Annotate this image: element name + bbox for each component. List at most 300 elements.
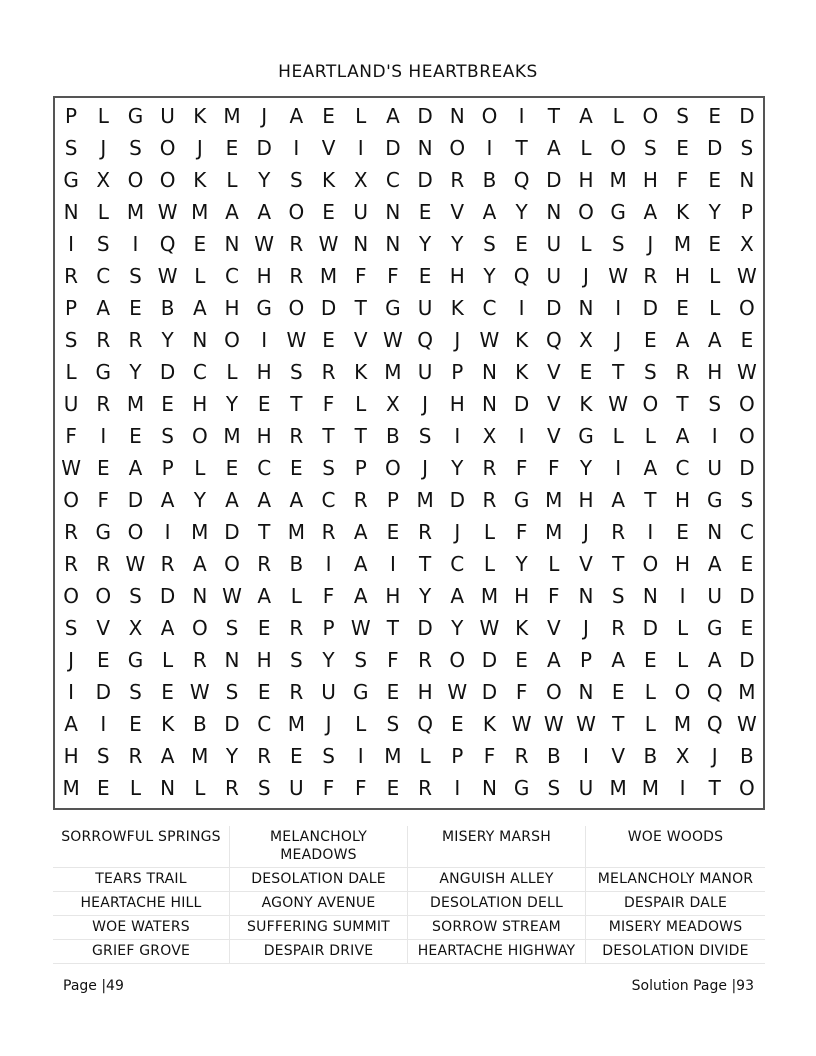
grid-letter[interactable]: N [739, 168, 755, 192]
grid-letter[interactable]: R [225, 776, 239, 800]
grid-letter[interactable]: L [644, 712, 656, 736]
grid-letter[interactable]: O [127, 520, 144, 544]
grid-letter[interactable]: Y [225, 744, 239, 768]
grid-letter[interactable]: H [449, 392, 465, 416]
grid-letter[interactable]: I [454, 776, 461, 800]
grid-letter[interactable]: O [674, 680, 691, 704]
grid-letter[interactable]: E [515, 648, 528, 672]
grid-letter[interactable]: H [256, 424, 272, 448]
grid-letter[interactable]: R [289, 616, 304, 640]
grid-letter[interactable]: F [676, 168, 689, 192]
grid-letter[interactable]: F [515, 680, 528, 704]
grid-letter[interactable]: A [386, 104, 400, 128]
grid-letter[interactable]: F [387, 648, 399, 672]
grid-letter[interactable]: E [708, 232, 722, 256]
grid-letter[interactable]: M [223, 424, 241, 448]
grid-letter[interactable]: N [481, 392, 497, 416]
grid-letter[interactable]: O [191, 424, 208, 448]
grid-letter[interactable]: G [385, 296, 401, 320]
grid-letter[interactable]: H [224, 296, 240, 320]
grid-letter[interactable]: T [515, 136, 528, 160]
grid-letter[interactable]: M [609, 776, 627, 800]
grid-letter[interactable]: V [546, 392, 561, 416]
grid-letter[interactable]: S [225, 616, 239, 640]
grid-letter[interactable]: B [546, 744, 561, 768]
grid-letter[interactable]: L [644, 424, 656, 448]
grid-letter[interactable]: J [711, 744, 718, 768]
grid-letter[interactable]: O [642, 104, 659, 128]
grid-letter[interactable]: E [676, 296, 689, 320]
grid-letter[interactable]: S [129, 136, 142, 160]
grid-letter[interactable]: R [128, 744, 143, 768]
grid-letter[interactable]: L [65, 360, 77, 384]
grid-letter[interactable]: F [548, 456, 560, 480]
grid-letter[interactable]: O [739, 424, 755, 448]
grid-letter[interactable]: M [126, 392, 145, 416]
grid-letter[interactable]: X [386, 392, 400, 416]
grid-letter[interactable]: S [483, 232, 496, 256]
grid-letter[interactable]: G [578, 424, 594, 448]
grid-letter[interactable]: A [257, 200, 272, 224]
grid-letter[interactable]: H [514, 584, 530, 608]
grid-letter[interactable]: E [676, 520, 689, 544]
grid-letter[interactable]: F [322, 776, 335, 800]
grid-letter[interactable]: E [386, 776, 400, 800]
grid-letter[interactable]: I [68, 232, 75, 256]
grid-letter[interactable]: A [353, 552, 368, 576]
grid-letter[interactable]: N [160, 776, 176, 800]
grid-letter[interactable]: V [546, 360, 561, 384]
grid-letter[interactable]: J [583, 520, 589, 544]
grid-letter[interactable]: A [643, 456, 658, 480]
grid-letter[interactable]: J [583, 616, 589, 640]
grid-letter[interactable]: T [322, 424, 335, 448]
grid-letter[interactable]: A [225, 200, 239, 224]
grid-letter[interactable]: T [547, 104, 560, 128]
grid-letter[interactable]: I [100, 424, 107, 448]
grid-letter[interactable]: P [354, 456, 367, 480]
grid-letter[interactable]: O [545, 680, 562, 704]
grid-letter[interactable]: S [611, 232, 625, 256]
grid-letter[interactable]: L [162, 648, 174, 672]
grid-letter[interactable]: D [642, 296, 659, 320]
grid-letter[interactable]: S [386, 712, 400, 736]
grid-letter[interactable]: E [257, 392, 271, 416]
grid-letter[interactable]: E [290, 744, 303, 768]
grid-letter[interactable]: L [676, 616, 689, 640]
grid-letter[interactable]: H [417, 680, 433, 704]
grid-letter[interactable]: T [386, 616, 400, 640]
grid-letter[interactable]: F [354, 264, 367, 288]
grid-letter[interactable]: P [579, 648, 593, 672]
grid-letter[interactable]: N [417, 136, 433, 160]
grid-letter[interactable]: A [192, 296, 207, 320]
grid-letter[interactable]: I [100, 712, 107, 736]
grid-letter[interactable]: N [578, 680, 594, 704]
grid-letter[interactable]: G [513, 776, 530, 800]
grid-letter[interactable]: X [675, 744, 690, 768]
grid-letter[interactable]: N [192, 584, 208, 608]
grid-letter[interactable]: E [96, 456, 110, 480]
grid-letter[interactable]: R [675, 360, 690, 384]
grid-letter[interactable]: N [578, 584, 594, 608]
grid-letter[interactable]: I [486, 136, 493, 160]
grid-letter[interactable]: E [290, 456, 303, 480]
grid-letter[interactable]: I [679, 776, 686, 800]
grid-letter[interactable]: R [160, 552, 175, 576]
grid-letter[interactable]: G [352, 680, 369, 704]
grid-letter[interactable]: M [287, 712, 305, 736]
grid-letter[interactable]: Q [706, 712, 723, 736]
grid-letter[interactable]: D [385, 136, 401, 160]
grid-letter[interactable]: W [254, 232, 275, 256]
grid-letter[interactable]: O [385, 456, 401, 480]
grid-letter[interactable]: R [643, 264, 658, 288]
grid-letter[interactable]: A [611, 488, 626, 512]
grid-letter[interactable]: M [126, 200, 145, 224]
grid-letter[interactable]: A [546, 648, 561, 672]
grid-letter[interactable]: H [385, 584, 401, 608]
grid-letter[interactable]: R [64, 552, 79, 576]
grid-letter[interactable]: K [515, 360, 529, 384]
grid-letter[interactable]: S [322, 744, 335, 768]
grid-letter[interactable]: H [675, 264, 691, 288]
grid-letter[interactable]: R [64, 520, 79, 544]
grid-letter[interactable]: I [711, 424, 718, 448]
grid-letter[interactable]: M [673, 712, 692, 736]
grid-letter[interactable]: Y [322, 648, 335, 672]
grid-letter[interactable]: O [610, 136, 627, 160]
grid-letter[interactable]: J [422, 456, 429, 480]
grid-letter[interactable]: E [740, 616, 754, 640]
grid-letter[interactable]: E [644, 328, 657, 352]
grid-letter[interactable]: K [354, 360, 368, 384]
grid-letter[interactable]: V [546, 424, 561, 448]
grid-letter[interactable]: E [611, 680, 625, 704]
grid-letter[interactable]: H [707, 360, 723, 384]
grid-letter[interactable]: S [129, 680, 142, 704]
grid-letter[interactable]: D [739, 648, 755, 672]
grid-letter[interactable]: Y [418, 232, 432, 256]
grid-letter[interactable]: U [321, 680, 336, 704]
grid-letter[interactable]: W [222, 584, 242, 608]
grid-letter[interactable]: I [357, 744, 364, 768]
grid-letter[interactable]: A [64, 712, 78, 736]
grid-letter[interactable]: O [63, 488, 79, 512]
grid-letter[interactable]: E [225, 456, 239, 480]
grid-letter[interactable]: I [261, 328, 268, 352]
grid-letter[interactable]: R [289, 424, 304, 448]
grid-letter[interactable]: T [290, 392, 303, 416]
grid-letter[interactable]: S [290, 168, 303, 192]
grid-letter[interactable]: N [385, 232, 401, 256]
grid-letter[interactable]: D [707, 136, 723, 160]
grid-letter[interactable]: S [354, 648, 368, 672]
grid-letter[interactable]: X [740, 232, 754, 256]
grid-letter[interactable]: Y [193, 488, 206, 512]
grid-letter[interactable]: I [389, 552, 396, 576]
grid-letter[interactable]: E [129, 424, 142, 448]
grid-letter[interactable]: W [125, 552, 146, 576]
grid-letter[interactable]: B [482, 168, 497, 192]
grid-letter[interactable]: M [416, 488, 434, 512]
grid-letter[interactable]: O [288, 200, 305, 224]
grid-letter[interactable]: N [481, 776, 497, 800]
grid-letter[interactable]: C [192, 360, 207, 384]
grid-letter[interactable]: T [612, 712, 625, 736]
grid-letter[interactable]: D [256, 136, 272, 160]
grid-letter[interactable]: J [583, 264, 589, 288]
grid-letter[interactable]: B [643, 744, 658, 768]
grid-letter[interactable]: L [129, 776, 142, 800]
grid-letter[interactable]: I [679, 584, 686, 608]
grid-letter[interactable]: O [642, 552, 659, 576]
grid-letter[interactable]: L [612, 104, 624, 128]
grid-letter[interactable]: L [483, 552, 496, 576]
grid-letter[interactable]: T [612, 552, 625, 576]
grid-letter[interactable]: I [518, 104, 525, 128]
grid-letter[interactable]: J [325, 712, 332, 736]
grid-letter[interactable]: U [707, 584, 723, 608]
grid-letter[interactable]: E [129, 712, 142, 736]
grid-letter[interactable]: G [706, 616, 723, 640]
grid-letter[interactable]: S [290, 648, 303, 672]
grid-letter[interactable]: I [647, 520, 654, 544]
grid-letter[interactable]: O [739, 296, 755, 320]
grid-letter[interactable]: W [737, 360, 757, 384]
grid-letter[interactable]: K [161, 712, 175, 736]
grid-letter[interactable]: W [350, 616, 371, 640]
grid-letter[interactable]: I [454, 424, 461, 448]
grid-letter[interactable]: C [385, 168, 400, 192]
grid-letter[interactable]: L [290, 584, 302, 608]
grid-letter[interactable]: Y [451, 456, 464, 480]
grid-letter[interactable]: F [65, 424, 77, 448]
grid-letter[interactable]: D [642, 616, 659, 640]
grid-letter[interactable]: V [546, 616, 561, 640]
grid-letter[interactable]: W [479, 616, 500, 640]
grid-letter[interactable]: C [739, 520, 754, 544]
grid-letter[interactable]: F [483, 744, 496, 768]
grid-letter[interactable]: C [96, 264, 111, 288]
grid-letter[interactable]: W [608, 264, 629, 288]
grid-letter[interactable]: O [95, 584, 112, 608]
grid-letter[interactable]: D [513, 392, 530, 416]
grid-letter[interactable]: J [615, 328, 622, 352]
letter-grid[interactable] [53, 96, 765, 810]
grid-letter[interactable]: V [579, 552, 593, 576]
grid-letter[interactable]: W [447, 680, 468, 704]
grid-letter[interactable]: Y [129, 360, 142, 384]
grid-letter[interactable]: R [418, 776, 433, 800]
grid-letter[interactable]: F [548, 584, 560, 608]
grid-letter[interactable]: G [127, 648, 144, 672]
grid-letter[interactable]: M [62, 776, 80, 800]
grid-letter[interactable]: D [127, 488, 144, 512]
grid-letter[interactable]: C [257, 456, 272, 480]
grid-letter[interactable]: M [545, 488, 563, 512]
grid-letter[interactable]: L [483, 520, 496, 544]
grid-letter[interactable]: G [127, 104, 144, 128]
grid-letter[interactable]: R [192, 648, 207, 672]
grid-letter[interactable]: U [417, 296, 433, 320]
grid-letter[interactable]: W [318, 232, 339, 256]
grid-letter[interactable]: W [61, 456, 81, 480]
grid-letter[interactable]: J [100, 136, 107, 160]
grid-letter[interactable]: Q [513, 168, 530, 192]
grid-letter[interactable]: R [96, 328, 111, 352]
grid-letter[interactable]: L [709, 264, 721, 288]
grid-letter[interactable]: L [194, 776, 206, 800]
grid-letter[interactable]: E [450, 712, 464, 736]
grid-letter[interactable]: D [739, 584, 755, 608]
grid-letter[interactable]: A [289, 488, 304, 512]
grid-letter[interactable]: M [287, 520, 305, 544]
grid-letter[interactable]: A [257, 584, 272, 608]
grid-letter[interactable]: L [97, 104, 109, 128]
grid-letter[interactable]: D [159, 584, 176, 608]
grid-letter[interactable]: H [578, 488, 594, 512]
grid-letter[interactable]: C [225, 264, 239, 288]
grid-letter[interactable]: Y [708, 200, 721, 224]
grid-letter[interactable]: S [322, 456, 335, 480]
grid-letter[interactable]: Q [706, 680, 723, 704]
grid-letter[interactable]: P [65, 296, 78, 320]
grid-letter[interactable]: H [675, 552, 691, 576]
grid-letter[interactable]: E [161, 680, 174, 704]
grid-letter[interactable]: K [193, 104, 207, 128]
grid-letter[interactable]: S [644, 360, 657, 384]
grid-letter[interactable]: W [576, 712, 596, 736]
grid-letter[interactable]: S [129, 584, 142, 608]
grid-letter[interactable]: E [322, 104, 335, 128]
grid-letter[interactable]: E [257, 616, 271, 640]
grid-letter[interactable]: E [386, 520, 400, 544]
grid-letter[interactable]: N [481, 360, 497, 384]
grid-letter[interactable]: E [515, 232, 528, 256]
grid-letter[interactable]: T [708, 776, 721, 800]
grid-letter[interactable]: J [422, 392, 429, 416]
grid-letter[interactable]: N [224, 648, 240, 672]
grid-letter[interactable]: D [159, 360, 176, 384]
grid-letter[interactable]: N [642, 584, 658, 608]
grid-letter[interactable]: V [611, 744, 626, 768]
grid-letter[interactable]: G [706, 488, 723, 512]
grid-letter[interactable]: U [353, 200, 369, 224]
grid-letter[interactable]: L [612, 424, 624, 448]
grid-letter[interactable]: Y [258, 168, 271, 192]
grid-letter[interactable]: B [740, 744, 754, 768]
grid-letter[interactable]: H [675, 488, 691, 512]
grid-letter[interactable]: L [355, 712, 367, 736]
grid-letter[interactable]: H [256, 648, 272, 672]
grid-letter[interactable]: I [132, 232, 139, 256]
grid-letter[interactable]: E [676, 136, 689, 160]
grid-letter[interactable]: P [322, 616, 335, 640]
grid-letter[interactable]: O [739, 392, 755, 416]
grid-letter[interactable]: U [63, 392, 79, 416]
grid-letter[interactable]: F [97, 488, 110, 512]
grid-letter[interactable]: T [644, 488, 657, 512]
grid-letter[interactable]: D [95, 680, 111, 704]
grid-letter[interactable]: H [256, 264, 272, 288]
grid-letter[interactable]: N [63, 200, 79, 224]
grid-letter[interactable]: Y [515, 200, 528, 224]
grid-letter[interactable]: E [579, 360, 593, 384]
grid-letter[interactable]: Y [225, 392, 239, 416]
grid-letter[interactable]: R [514, 744, 529, 768]
grid-letter[interactable]: A [128, 456, 143, 480]
grid-letter[interactable]: C [450, 552, 465, 576]
grid-letter[interactable]: L [644, 680, 656, 704]
grid-letter[interactable]: F [387, 264, 399, 288]
grid-letter[interactable]: W [479, 328, 500, 352]
grid-letter[interactable]: V [353, 328, 368, 352]
grid-letter[interactable]: Y [161, 328, 174, 352]
grid-letter[interactable]: Y [418, 584, 432, 608]
grid-letter[interactable]: F [322, 392, 335, 416]
grid-letter[interactable]: E [322, 328, 335, 352]
grid-letter[interactable]: A [707, 328, 722, 352]
grid-letter[interactable]: P [740, 200, 753, 224]
grid-letter[interactable]: E [161, 392, 174, 416]
grid-letter[interactable]: O [481, 104, 498, 128]
grid-letter[interactable]: R [482, 488, 497, 512]
grid-letter[interactable]: E [225, 136, 239, 160]
grid-letter[interactable]: D [417, 104, 433, 128]
grid-letter[interactable]: S [418, 424, 432, 448]
grid-letter[interactable]: N [192, 328, 208, 352]
grid-letter[interactable]: O [224, 328, 240, 352]
grid-letter[interactable]: U [546, 264, 562, 288]
grid-letter[interactable]: S [740, 488, 754, 512]
grid-letter[interactable]: S [611, 584, 625, 608]
grid-letter[interactable]: R [289, 264, 304, 288]
grid-letter[interactable]: A [643, 200, 658, 224]
grid-letter[interactable]: Q [159, 232, 176, 256]
grid-letter[interactable]: W [383, 328, 403, 352]
grid-letter[interactable]: A [160, 744, 175, 768]
grid-letter[interactable]: F [515, 456, 528, 480]
grid-letter[interactable]: Y [483, 264, 496, 288]
grid-letter[interactable]: D [449, 488, 465, 512]
grid-letter[interactable]: N [385, 200, 401, 224]
grid-letter[interactable]: P [65, 104, 78, 128]
grid-letter[interactable]: E [740, 552, 754, 576]
grid-letter[interactable]: A [675, 328, 690, 352]
grid-letter[interactable]: R [321, 520, 336, 544]
grid-letter[interactable]: I [68, 680, 75, 704]
grid-letter[interactable]: H [256, 360, 272, 384]
grid-letter[interactable]: G [95, 520, 112, 544]
grid-letter[interactable]: V [96, 616, 111, 640]
grid-letter[interactable]: W [157, 264, 178, 288]
grid-letter[interactable]: D [739, 104, 755, 128]
grid-letter[interactable]: Y [579, 456, 593, 480]
grid-letter[interactable]: U [578, 776, 594, 800]
grid-letter[interactable]: N [546, 200, 562, 224]
grid-letter[interactable]: F [354, 776, 367, 800]
grid-letter[interactable]: N [707, 520, 723, 544]
grid-letter[interactable]: V [450, 200, 465, 224]
grid-letter[interactable]: S [225, 680, 239, 704]
grid-letter[interactable]: A [160, 616, 175, 640]
grid-letter[interactable]: L [676, 648, 689, 672]
grid-letter[interactable]: S [96, 744, 110, 768]
grid-letter[interactable]: D [481, 680, 498, 704]
grid-letter[interactable]: W [608, 392, 629, 416]
grid-letter[interactable]: L [709, 296, 721, 320]
